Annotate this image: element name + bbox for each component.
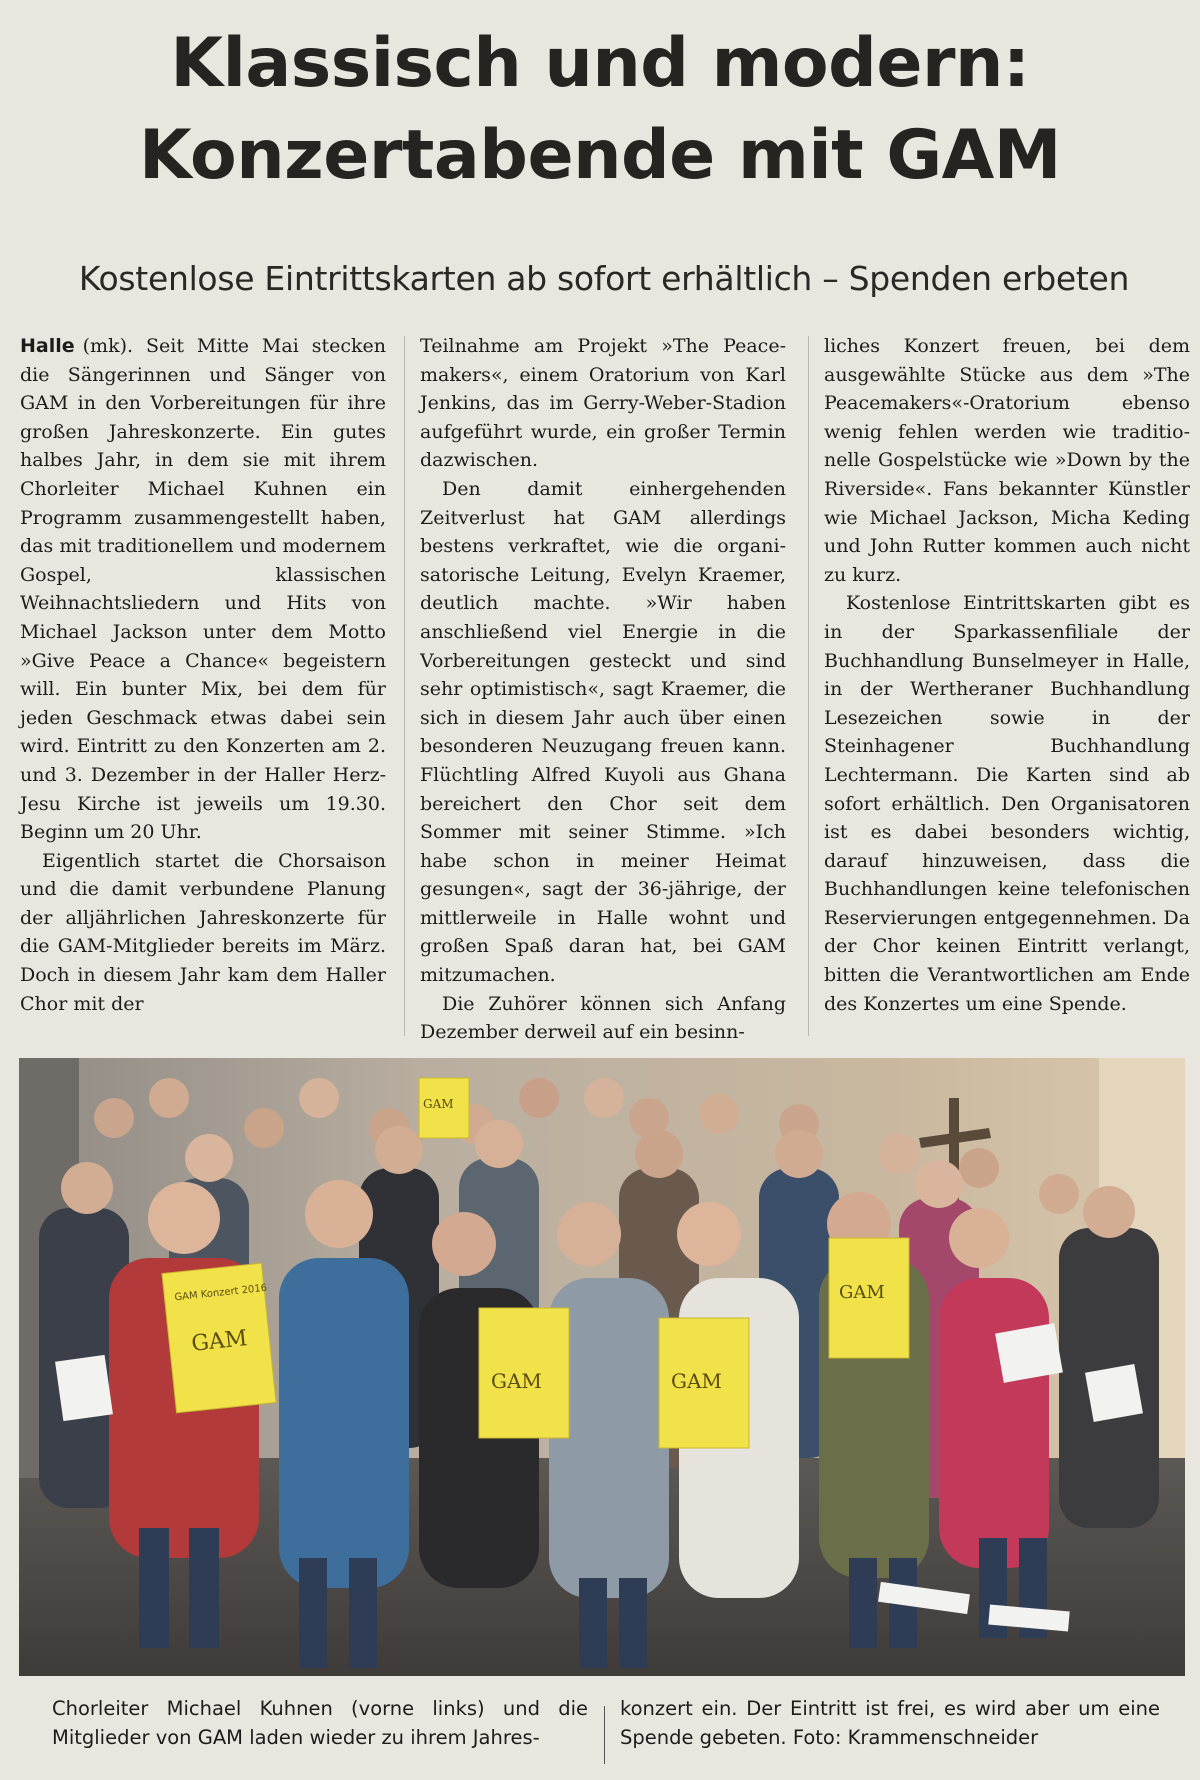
paragraph: Eigentlich startet die Chorsaison und die damit verbundene Planung der alljährlichen Jahreskonzerte für die GAM-Mitglieder bereits im März. Doch in diesem Jahr kam dem Haller Chor mit der [20,849,386,1015]
paragraph: Kostenlose Eintrittskarten gibt es in der Sparkassenfiliale der Buchhandlung Bunselmeyer in Halle, in der Wertheraner Buchhandlung Lesezeichen sowie in der Steinhagener Buchhandlung Lechtermann. Die Karten sind ab sofort erhältlich. Den Organisatoren ist es dabei besonders wichtig, darauf hinzuweisen, dass die Buchhandlungen keine telefonischen Reservierungen entgegennehmen. Da der Chor keinen Eintritt verlangt, bitten die Verantwortlichen am Ende des Konzertes um eine Spende. [824,592,1190,1015]
caption-divider [604,1706,605,1764]
gam-sign-label: GAM [839,1282,885,1303]
gam-sign-label: GAM [491,1369,542,1393]
paragraph-text: (mk). Seit Mitte Mai stecken die Sängerinnen und Sänger von GAM in den Vorbereitungen für ihre großen Jahreskonzerte. Ein gutes halbes Jahr, in dem sie mit ihrem Chorleiter Michael Kuhnen ein Programm zusammengestellt haben, das mit traditionellem und modernem Gospel, klassischen Weihnachtsliedern und Hits von Michael Jackson unter dem Motto »Give Peace a Chance« begeistern will. Ein bunter Mix, bei dem für jeden Geschmack etwas dabei sein wird. Eintritt zu den Konzerten am 2. und 3. Dezember in der Haller Herz-Jesu Kirche ist jeweils um 19.30. Beginn um 20 Uhr. [20,335,386,844]
gam-sign-small-label: GAM Konzert 2016 [173,1282,268,1304]
article-column-2 [420,332,786,1047]
paragraph: Teilnahme am Projekt »The Peacemakers«, einem Oratorium von Karl Jenkins, das im Gerry-Weber-Stadion aufgeführt wurde, ein großer Termin dazwischen. [420,335,786,472]
headline-line-2: Konzertabende mit GAM [139,116,1061,195]
subheadline: Kostenlose Eintrittskarten ab sofort erhältlich – Spenden erbeten [78,259,1130,298]
gam-sign [419,1078,469,1138]
column-divider [808,336,809,1036]
gam-sign [659,1318,749,1448]
dateline: Halle [20,335,75,357]
gam-sign [479,1308,569,1438]
headline-line-1: Klassisch und modern: [170,24,1030,103]
gam-sign-label: GAM [423,1097,454,1111]
choir-photo-illustration [19,1058,1185,1676]
paragraph: liches Konzert freuen, bei dem ausgewählte Stücke aus dem »The Peacemakers«-Oratorium ebenso wenig fehlen werden wie traditionelle Gospelstücke wie »Down by the Riverside«. Fans bekannter Künstler wie Michael Jackson, Micha Keding und John Rutter kommen auch nicht zu kurz. [824,335,1190,586]
gam-sign-label: GAM [671,1369,722,1393]
article-column-3 [824,332,1190,1018]
photo-caption-left: Chorleiter Michael Kuhnen (vorne links) und die Mitglieder von GAM laden wieder zu ihrem Jahres- [52,1697,588,1749]
gam-sign [829,1238,909,1358]
column-divider [404,336,405,1036]
headline [0,18,1200,202]
article-column-1 [20,332,386,1018]
photo-caption-right: konzert ein. Der Eintritt ist frei, es wird aber um eine Spende gebeten. Foto: Krammenschneider [620,1697,1160,1749]
gam-sign [162,1263,276,1413]
paragraph: Den damit einhergehenden Zeitverlust hat GAM allerdings bestens verkraftet, wie die organisatorische Leitung, Evelyn Kraemer, deutlich machte. »Wir haben anschließend viel Energie in die Vorbereitungen gesteckt und sind sehr optimistisch«, sagt Kraemer, die sich in diesem Jahr auch über einen besonderen Neuzugang freuen kann. Flüchtling Alfred Kuyoli aus Ghana bereichert den Chor seit dem Sommer mit seiner Stimme. »Ich habe schon in meiner Heimat gesungen«, sagt der 36-jährige, der mittlerweile in Halle wohnt und großen Spaß daran hat, bei GAM mitzumachen. [420,477,786,987]
paragraph [20,332,386,847]
gam-sign-label: GAM [190,1326,249,1357]
choir-photo [19,1058,1185,1676]
paragraph: Die Zuhörer können sich Anfang Dezember derweil auf ein besinn- [420,992,786,1044]
